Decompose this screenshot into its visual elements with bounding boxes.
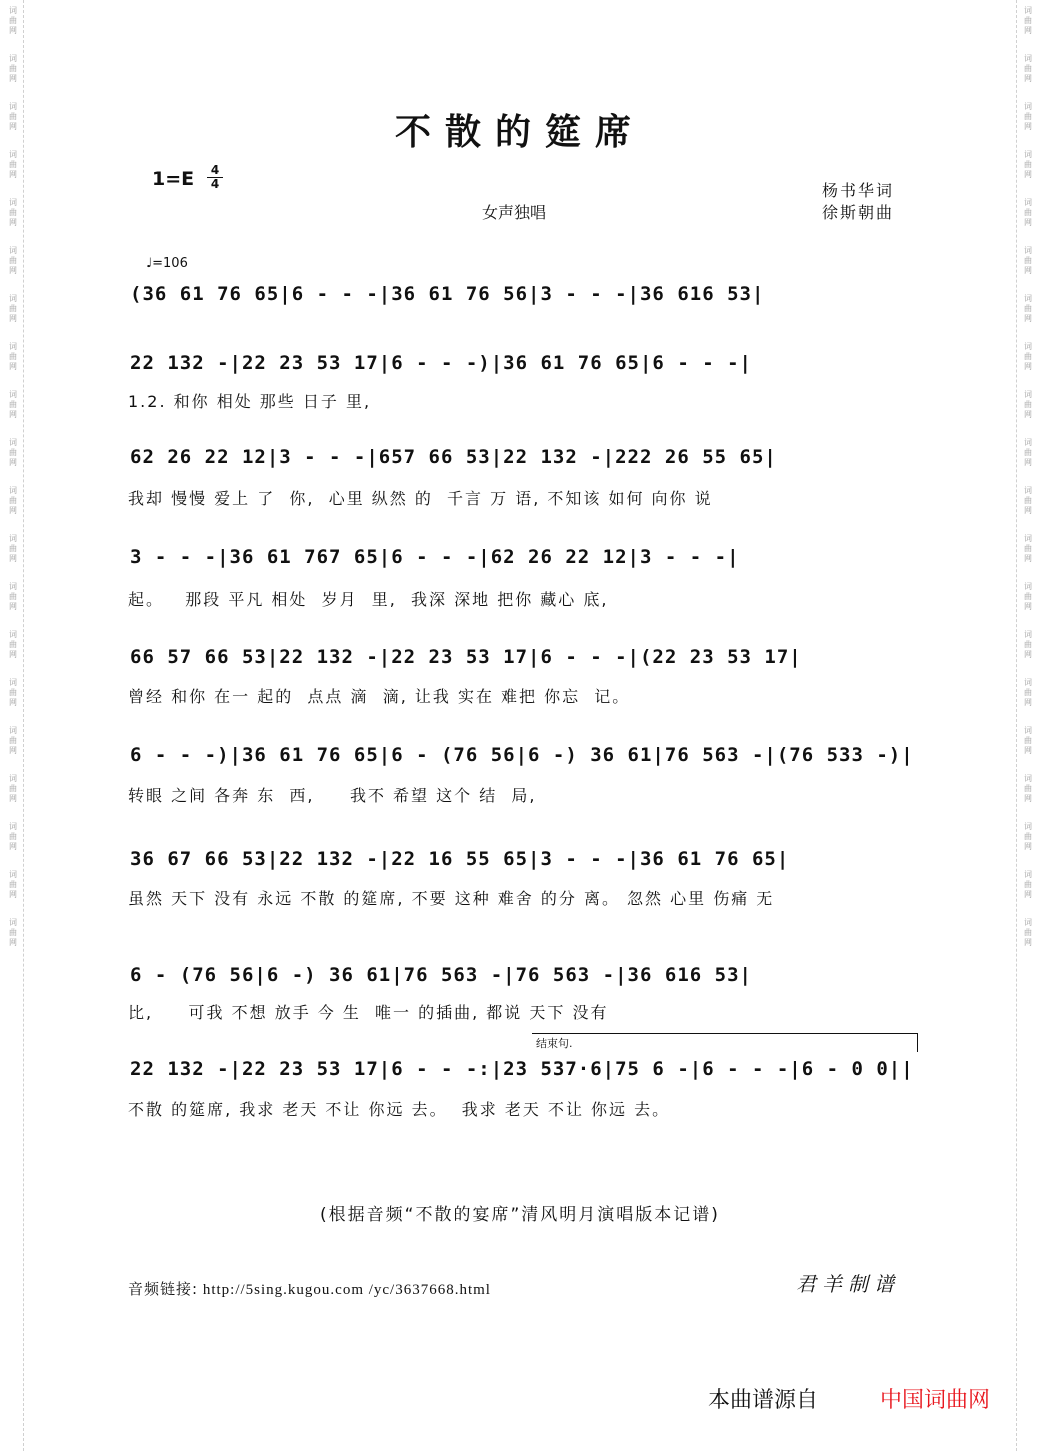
footer-site-link[interactable]: 中国词曲网 [880, 1388, 991, 1413]
footer-source-text: 本曲谱源自 [708, 1388, 819, 1413]
notation-line-9 [130, 1058, 920, 1092]
notes: (36 61 76 65|6 - - -|36 61 76 56|3 - - -|36 616 53| [130, 283, 765, 305]
left-watermark-strip: 词曲网 词曲网 词曲网 词曲网 词曲网 词曲网 词曲网 词曲网 词曲网 词曲网 词曲网 词曲网 词曲网 词曲网 词曲网 词曲网 词曲网 词曲网 词曲网 词曲网 [2, 0, 24, 1451]
notes: 6 - - -)|36 61 76 65|6 - (76 56|6 -) 36 61|76 563 -|(76 533 -)| [130, 744, 914, 766]
lyric-line-8: 比, 可我 不想 放手 今 生 唯一 的插曲, 都说 天下 没有 [128, 1003, 609, 1022]
lyricist: 杨书华词 [822, 181, 895, 200]
lyric-line-4: 起。 那段 平凡 相处 岁月 里, 我深 深地 把你 藏心 底, [128, 590, 609, 609]
right-watermark-strip: 词曲网 词曲网 词曲网 词曲网 词曲网 词曲网 词曲网 词曲网 词曲网 词曲网 词曲网 词曲网 词曲网 词曲网 词曲网 词曲网 词曲网 词曲网 词曲网 词曲网 [1016, 0, 1038, 1451]
key-signature: 1=E [152, 168, 195, 190]
notation-line-1 [130, 283, 920, 317]
audio-link [128, 1278, 491, 1299]
audio-link-label: 音频链接: [128, 1280, 199, 1298]
notes: 66 57 66 53|22 132 -|22 23 53 17|6 - - -|(22 23 53 17| [130, 646, 802, 668]
performance-type: 女声独唱 [482, 203, 547, 222]
transcriber-signature: 君羊制谱 [796, 1272, 900, 1296]
notation-line-5 [130, 646, 920, 680]
ending-bracket [532, 1033, 918, 1052]
lyric-line-6: 转眼 之间 各奔 东 西, 我不 希望 这个 结 局, [128, 786, 537, 805]
notes: 22 132 -|22 23 53 17|6 - - -)|36 61 76 65|6 - - -| [130, 352, 752, 374]
source-note: (根据音频“不散的宴席”清风明月演唱版本记谱) [320, 1205, 720, 1225]
lyric-line-3: 我却 慢慢 爱上 了 你, 心里 纵然 的 千言 万 语, 不知该 如何 向你 说 [128, 489, 713, 508]
notation-line-6 [130, 744, 920, 778]
song-title: 不散的筵席 [394, 111, 645, 153]
lyric-line-2: 1.2. 和你 相处 那些 日子 里, [128, 392, 372, 411]
lyric-line-1 [128, 318, 928, 342]
lyric-line-7: 虽然 天下 没有 永远 不散 的筵席, 不要 这种 难舍 的分 离。 忽然 心里 伤痛 无 [128, 889, 775, 908]
composer: 徐斯朝曲 [822, 203, 895, 222]
lyric-line-5: 曾经 和你 在一 起的 点点 滴 滴, 让我 实在 难把 你忘 记。 [128, 687, 631, 706]
notes: 6 - (76 56|6 -) 36 61|76 563 -|76 563 -|36 616 53| [130, 964, 752, 986]
notes: 36 67 66 53|22 132 -|22 16 55 65|3 - - -|36 61 76 65| [130, 848, 790, 870]
time-sig-top: 4 [210, 163, 220, 177]
notation-line-2 [130, 352, 920, 386]
time-signature [207, 164, 223, 191]
notation-line-3 [130, 446, 920, 480]
ending-label: 结束句. [536, 1037, 573, 1050]
notation-line-4 [130, 546, 920, 580]
time-sig-bottom: 4 [207, 177, 223, 191]
notation-line-8 [130, 964, 920, 998]
notes: 3 - - -|36 61 767 65|6 - - -|62 26 22 12|3 - - -| [130, 546, 740, 568]
credits [822, 180, 894, 224]
audio-link-url[interactable]: http://5sing.kugou.com /yc/3637668.html [202, 1282, 491, 1298]
notes: 22 132 -|22 23 53 17|6 - - -:|23 537·6|75 6 -|6 - - -|6 - 0 0|| [130, 1058, 914, 1080]
lyric-line-9: 不散 的筵席, 我求 老天 不让 你远 去。 我求 老天 不让 你远 去。 [128, 1100, 671, 1119]
notation-line-7 [130, 848, 920, 882]
tempo-marking: ♩=106 [146, 256, 188, 271]
notes: 62 26 22 12|3 - - -|657 66 53|22 132 -|222 26 55 65| [130, 446, 777, 468]
